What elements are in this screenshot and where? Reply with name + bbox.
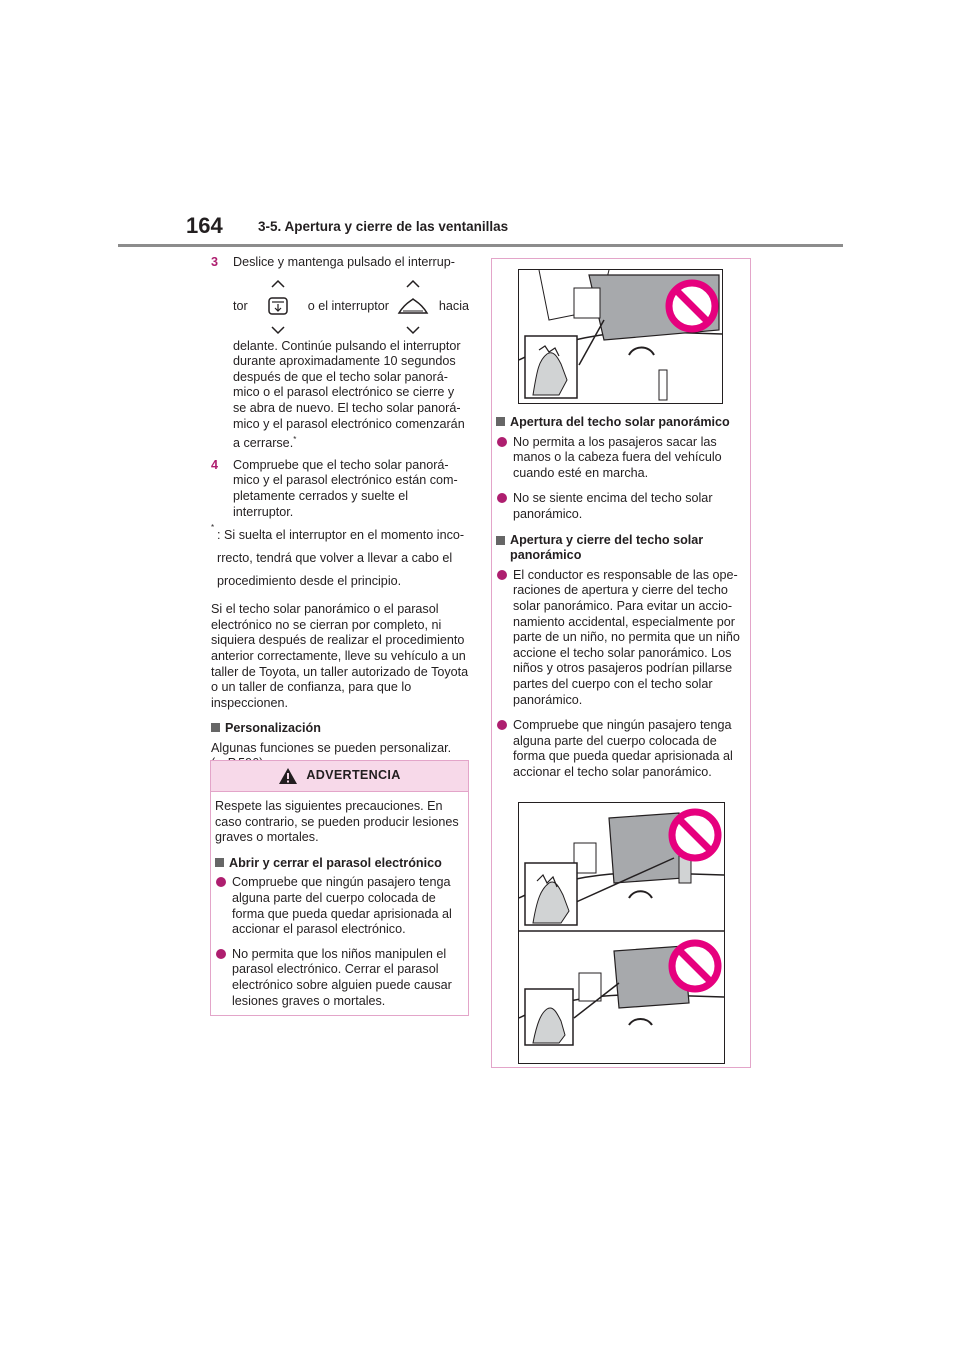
square-bullet-icon [211,723,220,732]
sunshade-switch-icon [258,275,298,339]
bullet-dot-icon [497,493,507,503]
prohibited-icon [664,278,720,334]
bullet-dot-icon [497,720,507,730]
customization-text: Algunas funciones se pueden personalizar. [211,740,452,755]
step-3-rest: delante. Continúe pulsando el interruptor durante aproximadamente 10 segundos después de que el techo solar panorá- mico o el parasol electrónico se cierre y se abra de nuevo. El techo solar panorá- mico y el parasol electrónico comenzarán [233,338,465,431]
switch-prefix: tor [233,298,248,313]
square-bullet-icon [215,858,224,867]
footnote-mark: * [293,434,297,444]
warning-header [211,761,468,792]
sunroof-switch-icon [393,275,433,339]
footnote-mark: * [211,522,215,532]
open-close-heading: Apertura y cierre del techo solar panorámico [496,533,746,564]
bullet-dot-icon [216,949,226,959]
step-3 [211,255,469,452]
step-3-last: a cerrarse. [233,436,294,451]
warning-heading: Abrir y cerrar el parasol electrónico [215,856,462,872]
prohibited-icon [667,938,723,994]
open-bullet: No permita a los pasajeros sacar las manos o la cabeza fuera del vehículo cuando esté en marcha. [496,435,746,482]
right-column [491,258,751,1068]
warning-box [210,760,469,1016]
square-bullet-icon [496,417,505,426]
left-column [211,255,469,772]
header-rule [118,244,843,247]
sunshade-hand-illustration [518,802,725,1064]
warning-intro: Respete las siguientes precauciones. En caso contrario, se pueden producir lesiones graves o mortales. [215,799,459,845]
switch-middle: o el interruptor [307,298,389,313]
footnote-text: : Si suelta el interruptor en el momento inco- rrecto, tendrá que volver a llevar a cabo el procedimiento desde el principio. [217,528,465,589]
footnote [211,524,469,593]
bullet-dot-icon [497,570,507,580]
step-4 [211,458,469,520]
step-number: 4 [211,457,219,472]
prohibited-icon [667,807,723,863]
section-title: 3-5. Apertura y cierre de las ventanillas [258,219,509,234]
step-4-text: Compruebe que el techo solar panorá- mico y el parasol electrónico están com- pletamente cerrados y suelte el interruptor. [233,457,458,519]
bullet-dot-icon [216,877,226,887]
inspection-paragraph: Si el techo solar panorámico o el parasol electrónico no se cierran por completo, ni siquiera después de realizar el procedimiento anterior correctamente, lleve su vehículo a un taller de Toyota, un taller autorizado de Toyota o un taller de confianza, para que lo inspeccionen. [211,602,469,710]
square-bullet-icon [496,536,505,545]
warning-bullet: Compruebe que ningún pasajero tenga alguna parte del cuerpo colocada de forma que pueda quedar aprisionada al accionar el parasol electrónico. [215,875,462,937]
open-close-bullet: Compruebe que ningún pasajero tenga alguna parte del cuerpo colocada de forma que pueda quedar aprisionada al accionar el techo solar panorámico. [496,718,746,780]
page-number: 164 [186,213,223,238]
customization-heading: Personalización [211,721,469,737]
open-close-bullet: El conductor es responsable de las ope- raciones de apertura y cierre del techo solar panorámico. Para evitar un accio- namiento accidental, especialmente por parte de un niño, no permita que un niño accione el techo solar panorámico. Los niños y otros pasajeros podrían pillarse partes del cuerpo con el techo solar panorámico. [496,568,746,708]
step-number: 3 [211,255,219,269]
sunroof-hand-illustration [518,269,723,404]
warning-triangle-icon [278,767,298,785]
warning-title: ADVERTENCIA [306,768,401,783]
step-3-line1: Deslice y mantenga pulsado el interrup- [233,255,455,269]
open-bullet: No se siente encima del techo solar panorámico. [496,491,746,522]
switch-suffix: hacia [438,298,469,313]
bullet-dot-icon [497,437,507,447]
warning-bullet: No permita que los niños manipulen el parasol electrónico. Cerrar el parasol electrónico sobre alguien puede causar lesiones graves o mortales. [215,947,462,1009]
open-heading: Apertura del techo solar panorámico [496,415,746,431]
switch-row [233,275,469,339]
